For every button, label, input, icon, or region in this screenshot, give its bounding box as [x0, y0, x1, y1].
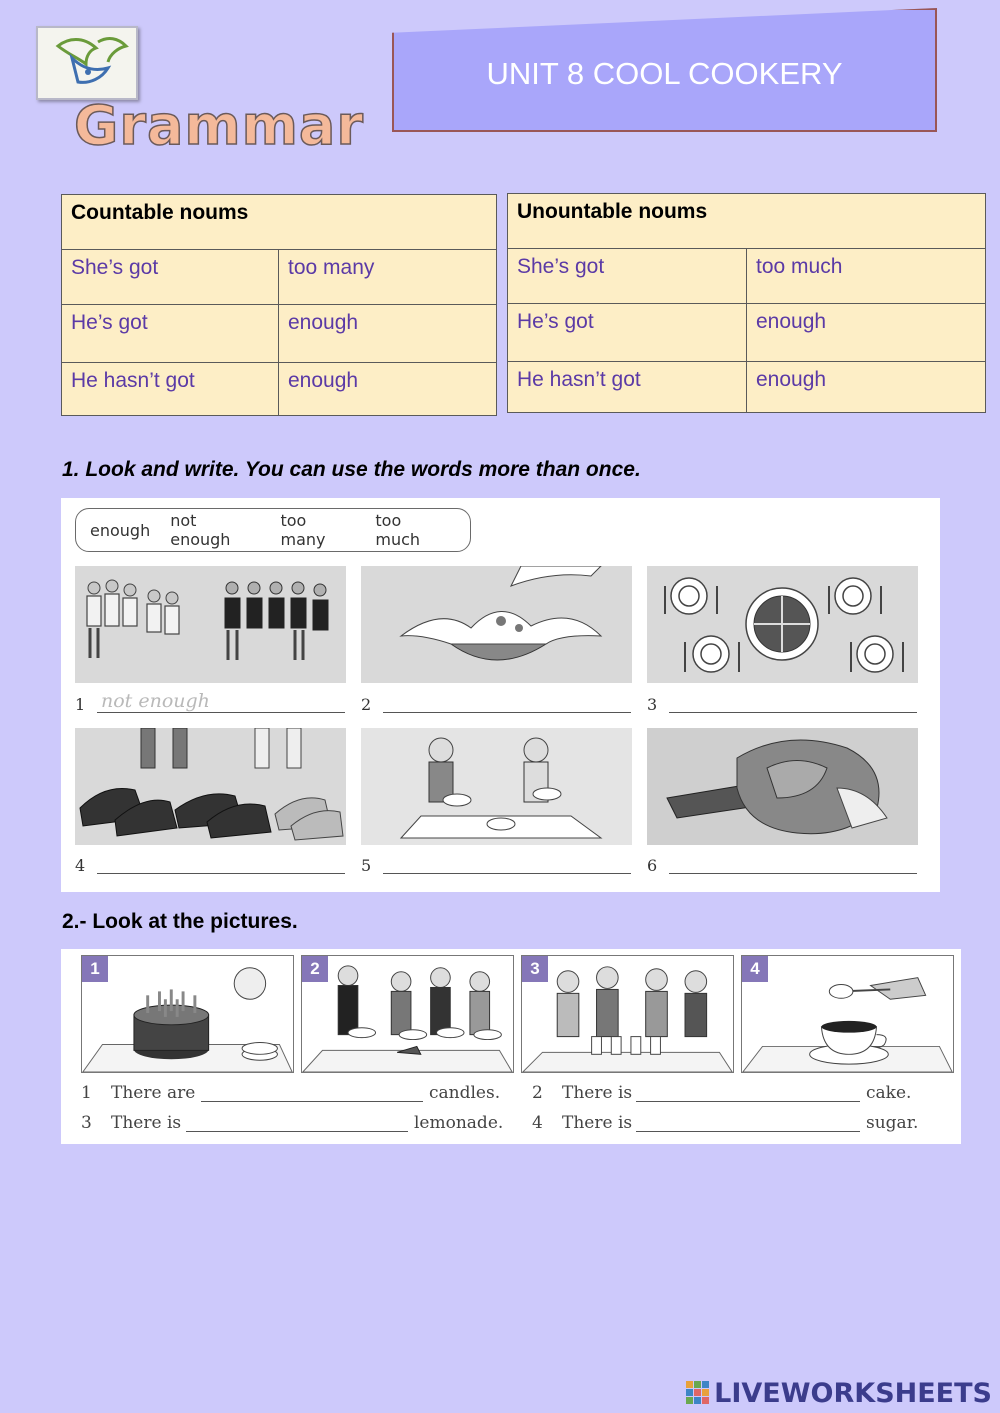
picture-shoes-socks	[75, 728, 346, 845]
sentence-number: 2	[532, 1083, 543, 1103]
picture-badge: 3	[522, 956, 548, 982]
clothes-pile-illustration	[647, 728, 918, 845]
uncountable-table	[507, 193, 986, 413]
sentence-start: There is	[562, 1083, 633, 1103]
unit-title: UNIT 8 COOL COOKERY	[486, 56, 843, 91]
table-cell: too much	[747, 249, 986, 304]
word-bank-item: enough	[90, 520, 151, 540]
sentence-end: sugar.	[866, 1113, 919, 1133]
page-title: Grammar	[74, 94, 364, 157]
table-cell: He hasn’t got	[508, 362, 747, 413]
footer-brand	[686, 1376, 992, 1410]
picture-pizza-plates	[647, 566, 918, 683]
sentence-number: 3	[81, 1113, 92, 1133]
table-cell: enough	[279, 363, 497, 416]
picture-splashing-bowl	[361, 566, 632, 683]
answer-line-1[interactable]	[97, 712, 345, 713]
exercise2-panel	[61, 949, 961, 1144]
sentence-start: There is	[562, 1113, 633, 1133]
picture-badge: 2	[302, 956, 328, 982]
footballers-illustration	[75, 566, 346, 683]
sentence-blank-2[interactable]	[636, 1101, 860, 1102]
picture-badge: 4	[742, 956, 768, 982]
sentence-blank-3[interactable]	[186, 1131, 408, 1132]
sentence-number: 4	[532, 1113, 543, 1133]
uncountable-heading: Unountable noums	[508, 194, 986, 249]
sentence-blank-1[interactable]	[201, 1101, 423, 1102]
sentence-start: There is	[111, 1113, 182, 1133]
sentence-end: candles.	[429, 1083, 501, 1103]
item-number: 3	[647, 695, 658, 714]
countable-table	[61, 194, 497, 416]
word-bank-item: too much	[375, 511, 421, 549]
coffee-sugar-illustration	[742, 956, 953, 1072]
answer-line-5[interactable]	[383, 873, 631, 874]
sample-answer: not enough	[101, 690, 210, 712]
birthday-cake-illustration	[82, 956, 293, 1072]
sentence-end: lemonade.	[414, 1113, 504, 1133]
answer-line-6[interactable]	[669, 873, 917, 874]
word-bank-item: not enough	[170, 511, 231, 549]
item-number: 1	[75, 695, 86, 714]
table-cell: He’s got	[62, 305, 279, 363]
dove-logo-icon	[38, 28, 136, 98]
children-glasses-illustration	[522, 956, 733, 1072]
picture-children-glasses	[521, 955, 734, 1073]
picture-badge: 1	[82, 956, 108, 982]
shoes-socks-illustration	[75, 728, 346, 845]
pizza-plates-illustration	[647, 566, 918, 683]
logo	[36, 26, 138, 100]
item-number: 5	[361, 856, 372, 875]
picture-coffee-sugar	[741, 955, 954, 1073]
countable-heading: Countable noums	[62, 195, 497, 250]
table-cell: He’s got	[508, 304, 747, 362]
picture-footballers	[75, 566, 346, 683]
word-bank	[75, 508, 471, 552]
item-number: 4	[75, 856, 86, 875]
sentence-end: cake.	[866, 1083, 912, 1103]
table-cell: He hasn’t got	[62, 363, 279, 416]
answer-line-3[interactable]	[669, 712, 917, 713]
people-plates-illustration	[302, 956, 513, 1072]
exercise1-instruction: 1. Look and write. You can use the words more than once.	[62, 458, 641, 481]
answer-line-2[interactable]	[383, 712, 631, 713]
exercise2-instruction: 2.- Look at the pictures.	[62, 910, 298, 933]
table-cell: enough	[279, 305, 497, 363]
table-cell: She’s got	[508, 249, 747, 304]
exercise1-panel	[61, 498, 940, 892]
picture-children-plates	[361, 728, 632, 845]
liveworksheets-logo-icon	[686, 1381, 710, 1405]
item-number: 2	[361, 695, 372, 714]
table-cell: enough	[747, 362, 986, 413]
picture-clothes-pile	[647, 728, 918, 845]
picture-people-plates	[301, 955, 514, 1073]
sentence-blank-4[interactable]	[636, 1131, 860, 1132]
picture-birthday-cake	[81, 955, 294, 1073]
word-bank-item: too many	[280, 511, 326, 549]
children-plates-illustration	[361, 728, 632, 845]
splashing-bowl-illustration	[361, 566, 632, 683]
answer-line-4[interactable]	[97, 873, 345, 874]
item-number: 6	[647, 856, 658, 875]
table-cell: too many	[279, 250, 497, 305]
table-cell: She’s got	[62, 250, 279, 305]
sentence-number: 1	[81, 1083, 92, 1103]
sentence-start: There are	[111, 1083, 196, 1103]
footer-brand-text: LIVEWORKSHEETS	[714, 1377, 992, 1409]
table-cell: enough	[747, 304, 986, 362]
